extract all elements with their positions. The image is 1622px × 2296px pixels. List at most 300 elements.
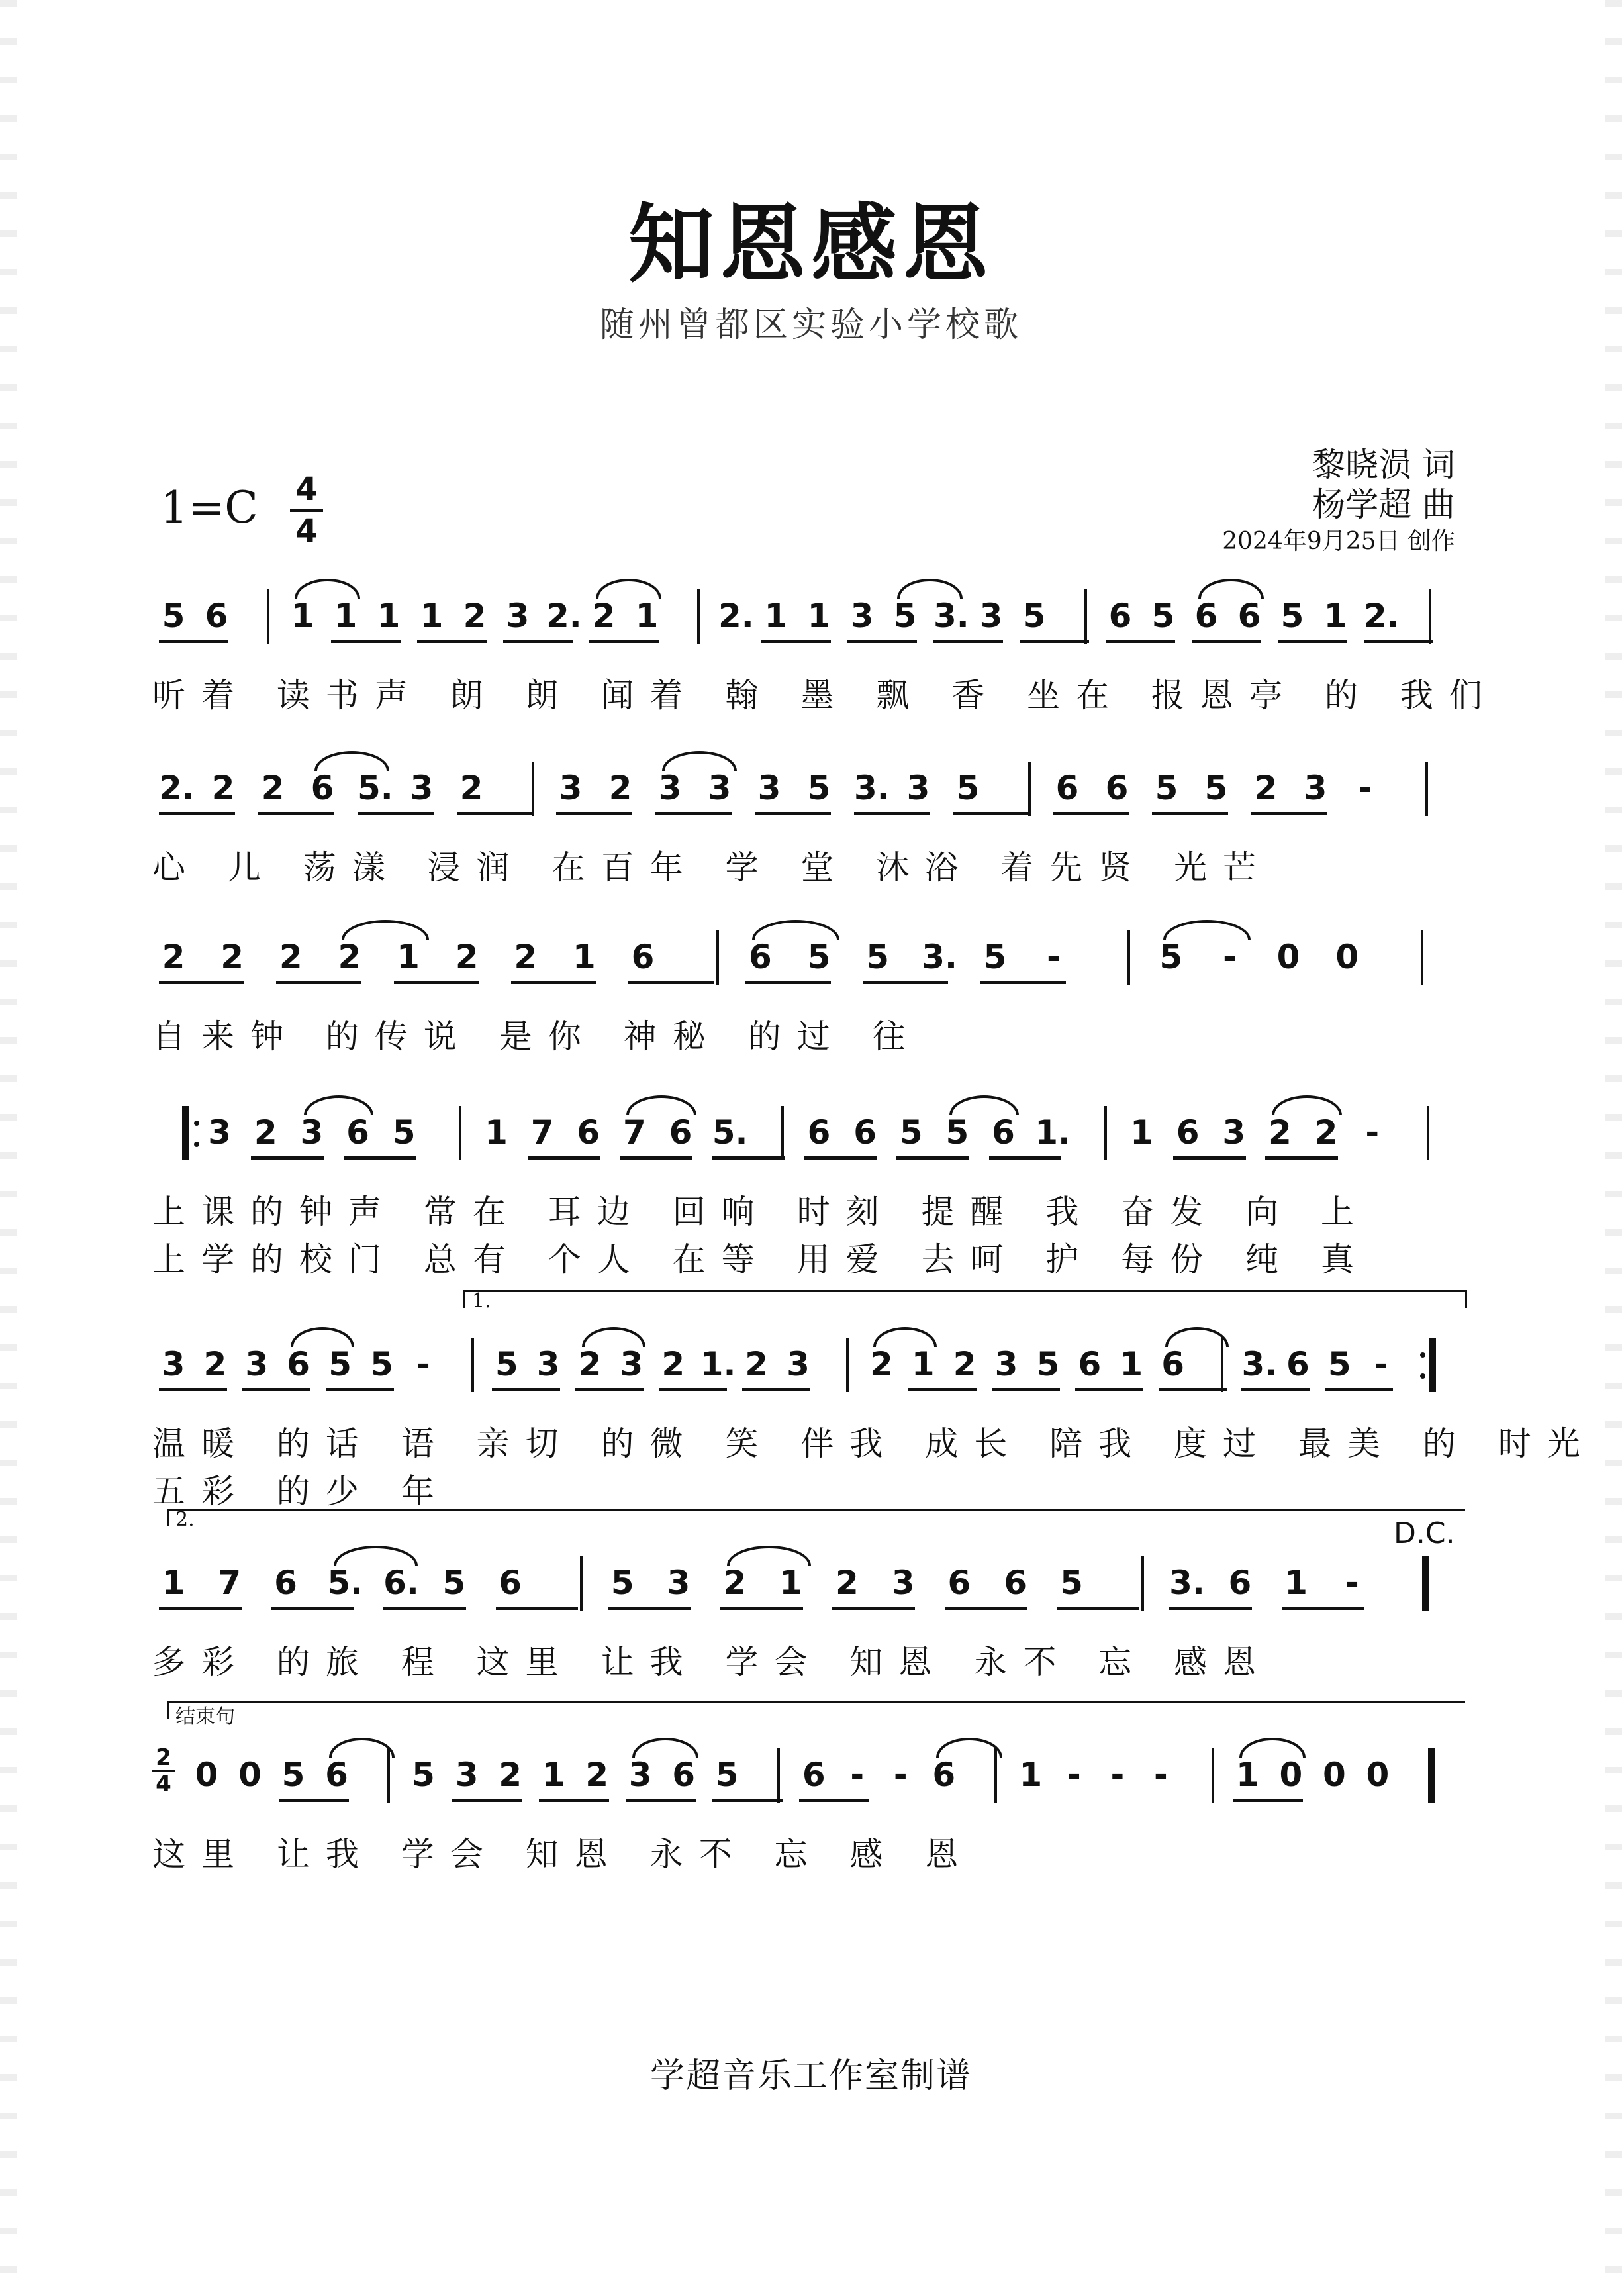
eighth-underline: [655, 812, 732, 815]
note: 1: [635, 597, 659, 635]
note: 2: [723, 1564, 747, 1602]
note: 1: [334, 597, 358, 635]
note: 1: [1130, 1113, 1153, 1152]
note: 5: [983, 938, 1007, 976]
eighth-underline: [1152, 812, 1228, 815]
note: 5: [328, 1345, 352, 1383]
note: 6: [947, 1564, 971, 1602]
note: 3.: [1169, 1564, 1205, 1602]
eighth-underline: [1169, 1607, 1252, 1610]
final-barline: [1429, 1338, 1436, 1392]
eighth-underline: [742, 1388, 810, 1391]
eighth-underline: [1192, 640, 1261, 643]
eighth-underline: [745, 981, 831, 984]
note: 5: [610, 1564, 634, 1602]
note: 2: [338, 938, 361, 976]
note: 5: [866, 938, 890, 976]
note: 5: [807, 938, 831, 976]
note: 1: [1236, 1756, 1259, 1794]
eighth-underline: [503, 640, 573, 643]
barline: [846, 1338, 849, 1392]
note: 6: [1004, 1564, 1027, 1602]
volta-bracket: [463, 1289, 1467, 1313]
eighth-underline: [452, 1799, 522, 1802]
eighth-underline: [712, 1156, 785, 1160]
note-row: [152, 1099, 1476, 1192]
note: 6: [577, 1113, 600, 1152]
eighth-underline: [276, 981, 361, 984]
hold-dash: -: [1345, 1564, 1359, 1602]
eighth-underline: [556, 812, 632, 815]
time-signature: [290, 472, 323, 549]
creation-date: 2024年9月25日 创作: [1222, 528, 1455, 555]
note: 3: [455, 1756, 479, 1794]
note: 2: [869, 1345, 893, 1383]
time-signature-bottom: 4: [295, 513, 318, 550]
eighth-underline: [712, 1799, 783, 1802]
eighth-underline: [326, 1388, 394, 1391]
barline: [1104, 1106, 1107, 1160]
note: 5: [1159, 938, 1183, 976]
eighth-underline: [989, 1156, 1062, 1160]
barline: [1421, 930, 1423, 985]
lyrics-line: 多彩 的旅 程 这里 让我 学会 知恩 永不 忘 感恩: [152, 1643, 1272, 1681]
note: 2: [1254, 769, 1278, 807]
note: 2: [745, 1345, 769, 1383]
note: 3: [628, 1756, 652, 1794]
eighth-underline: [394, 981, 479, 984]
note: 6: [1078, 1345, 1102, 1383]
note: 2: [254, 1113, 277, 1152]
note: 3: [667, 1564, 691, 1602]
note: 3.: [854, 769, 890, 807]
note: 5: [715, 1756, 739, 1794]
eighth-underline: [1020, 640, 1089, 643]
note: 6: [1055, 769, 1079, 807]
eighth-underline: [1282, 1607, 1364, 1610]
barline: [1221, 1338, 1223, 1392]
barline: [1028, 762, 1031, 816]
barline: [697, 589, 700, 644]
note: 1: [1019, 1756, 1043, 1794]
note: 5.: [358, 769, 393, 807]
note: 5: [1327, 1345, 1351, 1383]
note: 1: [420, 597, 444, 635]
note: 2: [463, 597, 487, 635]
eighth-underline: [626, 1799, 696, 1802]
final-barline: [182, 1106, 189, 1160]
key-signature: 1=C: [160, 482, 258, 533]
note: 2: [585, 1756, 609, 1794]
note: 2.: [159, 769, 195, 807]
eighth-underline: [258, 812, 334, 815]
note: 6: [325, 1756, 348, 1794]
volta-number: 2.: [175, 1508, 195, 1531]
eighth-underline: [804, 1156, 877, 1160]
lyrics-line: 这里 让我 学会 知恩 永不 忘 感 恩: [152, 1835, 975, 1873]
eighth-underline: [720, 1607, 803, 1610]
note: 5: [807, 769, 831, 807]
note: 7: [623, 1113, 646, 1152]
note-row: [152, 1742, 1476, 1834]
note: 3: [208, 1113, 232, 1152]
barline: [1084, 589, 1087, 644]
lyrics-line: 自来钟 的传说 是你 神秘 的过 往: [152, 1017, 922, 1056]
note: 2: [578, 1345, 602, 1383]
note: 6: [310, 769, 334, 807]
note: 6: [631, 938, 655, 976]
hold-dash: -: [1358, 769, 1372, 807]
note: 0: [195, 1756, 218, 1794]
barline: [781, 1106, 784, 1160]
eighth-underline: [383, 1607, 466, 1610]
note: 6: [807, 1113, 831, 1152]
hold-dash: -: [1153, 1756, 1168, 1794]
slur: [936, 1738, 1002, 1758]
note: 3: [536, 1345, 560, 1383]
note: 3: [410, 769, 434, 807]
note-row: [152, 755, 1476, 848]
eighth-underline: [589, 640, 659, 643]
eighth-underline: [620, 1156, 692, 1160]
barline: [1127, 930, 1130, 985]
note: 2: [592, 597, 616, 635]
note: 5: [392, 1113, 416, 1152]
eighth-underline: [659, 1388, 727, 1391]
note: 6: [1176, 1113, 1200, 1152]
note: 1: [542, 1756, 565, 1794]
eighth-underline: [1325, 1388, 1393, 1391]
note: 2: [1314, 1113, 1338, 1152]
note: 5: [956, 769, 980, 807]
note: 3: [300, 1113, 324, 1152]
note: 3.: [933, 597, 969, 635]
slur: [329, 1738, 395, 1758]
note: 6: [205, 597, 228, 635]
note: 6: [1105, 769, 1129, 807]
eighth-underline: [242, 1388, 310, 1391]
hold-dash: -: [1365, 1113, 1380, 1152]
note: 0: [1323, 1756, 1346, 1794]
footer-credit: 学超音乐工作室制谱: [649, 2056, 972, 2096]
note: 5: [412, 1756, 435, 1794]
repeat-dots: [1420, 1352, 1425, 1379]
note: 0: [238, 1756, 262, 1794]
note: 2: [953, 1345, 977, 1383]
note: 3: [559, 769, 583, 807]
note: 3.: [1241, 1345, 1278, 1383]
eighth-underline: [511, 981, 596, 984]
eighth-underline: [992, 1388, 1060, 1391]
note: 6: [274, 1564, 297, 1602]
lyricist-credit: 黎晓涢 词: [1312, 446, 1455, 484]
barline: [1141, 1556, 1144, 1611]
eighth-underline: [980, 981, 1066, 984]
eighth-underline: [953, 812, 1029, 815]
note: 1: [397, 938, 420, 976]
note: 1.: [700, 1345, 736, 1383]
time-signature-top: 4: [295, 471, 318, 508]
note: 1: [573, 938, 596, 976]
note: 0: [1366, 1756, 1390, 1794]
note: 6: [669, 1113, 692, 1152]
note: 6: [992, 1113, 1015, 1152]
barline: [1425, 762, 1428, 816]
eighth-underline: [945, 1607, 1027, 1610]
note: 7: [530, 1113, 554, 1152]
note: 6: [802, 1756, 826, 1794]
slur: [1165, 1327, 1229, 1347]
eighth-underline: [279, 1799, 349, 1802]
hold-dash: -: [850, 1756, 865, 1794]
note: 1: [1120, 1345, 1143, 1383]
note: 2: [261, 769, 285, 807]
eighth-underline: [755, 812, 831, 815]
note: 2.: [718, 597, 754, 635]
barline: [1212, 1748, 1214, 1803]
note: 2: [220, 938, 244, 976]
note: 6: [1161, 1345, 1185, 1383]
note: 5: [945, 1113, 969, 1152]
note: 6: [1194, 597, 1218, 635]
note: 7: [218, 1564, 242, 1602]
note: 2: [162, 938, 185, 976]
eighth-underline: [1057, 1607, 1140, 1610]
eighth-underline: [159, 1607, 242, 1610]
final-barline: [1428, 1748, 1435, 1803]
barline: [459, 1106, 461, 1160]
note: 1: [911, 1345, 935, 1383]
eighth-underline: [608, 1607, 691, 1610]
barline: [1427, 1106, 1429, 1160]
note: 6: [932, 1756, 956, 1794]
eighth-underline: [159, 981, 244, 984]
eighth-underline: [1251, 812, 1327, 815]
barline: [580, 1556, 583, 1611]
composer-credit: 杨学超 曲: [1312, 485, 1455, 524]
note: 3: [891, 1564, 915, 1602]
note: 6: [1108, 597, 1132, 635]
eighth-underline: [832, 1607, 915, 1610]
eighth-underline: [358, 812, 434, 815]
eighth-underline: [331, 640, 401, 643]
note: 3: [506, 597, 530, 635]
note: 5: [899, 1113, 923, 1152]
repeat-dots: [194, 1121, 199, 1147]
note: 3: [787, 1345, 810, 1383]
eighth-underline: [908, 1388, 977, 1391]
note: 2: [455, 938, 479, 976]
note: 6: [499, 1564, 522, 1602]
eighth-underline: [1265, 1156, 1338, 1160]
note: 5: [495, 1345, 518, 1383]
lyrics-line-verse-2: 上学的校门 总有 个人 在等 用爱 去呵 护 每份 纯 真: [152, 1240, 1370, 1279]
eighth-underline: [1173, 1156, 1246, 1160]
barline: [471, 1338, 474, 1392]
final-barline: [1422, 1556, 1429, 1611]
note: 3: [906, 769, 930, 807]
note-row: [152, 1550, 1476, 1642]
barline: [532, 762, 534, 816]
note: 5: [370, 1345, 393, 1383]
note: 1: [485, 1113, 508, 1152]
hold-dash: -: [1374, 1345, 1388, 1383]
note: 2: [1268, 1113, 1292, 1152]
note: 5: [442, 1564, 466, 1602]
note: 6: [853, 1113, 877, 1152]
hold-dash: -: [1067, 1756, 1081, 1794]
note: 2: [279, 938, 303, 976]
note: 2.: [546, 597, 582, 635]
note: 1: [1284, 1564, 1308, 1602]
note: 6: [1228, 1564, 1252, 1602]
note: 5: [1022, 597, 1046, 635]
lyrics-line-verse-2: 五彩 的少 年: [152, 1472, 450, 1511]
note: 2: [459, 769, 483, 807]
note: 2.: [1364, 597, 1400, 635]
note: 1: [807, 597, 831, 635]
note: 5: [1036, 1345, 1060, 1383]
note: 3: [1304, 769, 1327, 807]
note: 3: [708, 769, 732, 807]
eighth-underline: [1233, 1799, 1303, 1802]
note: 5: [1155, 769, 1178, 807]
note: 2: [661, 1345, 685, 1383]
note-row: [152, 1331, 1476, 1424]
note: 3: [620, 1345, 644, 1383]
lyrics-line: 温暖 的话 语 亲切 的微 笑 伴我 成长 陪我 度过 最美 的 时光: [152, 1424, 1596, 1463]
eighth-underline: [159, 640, 228, 643]
note: 1: [162, 1564, 185, 1602]
eighth-underline: [1278, 640, 1347, 643]
lyrics-line: 心 儿 荡漾 浸润 在百年 学 堂 沐浴 着先贤 光芒: [152, 848, 1272, 887]
note: 3: [162, 1345, 185, 1383]
note: 0: [1335, 938, 1359, 976]
note: 5: [1280, 597, 1304, 635]
eighth-underline: [896, 1156, 969, 1160]
note: 1.: [1035, 1113, 1071, 1152]
note: 5: [1151, 597, 1175, 635]
eighth-underline: [492, 1388, 560, 1391]
barline: [777, 1748, 780, 1803]
note: 6: [1286, 1345, 1310, 1383]
note: 5: [1060, 1564, 1083, 1602]
eighth-underline: [1053, 812, 1129, 815]
song-title: 知恩感恩: [628, 194, 994, 295]
note: 2: [203, 1345, 227, 1383]
note: 2: [835, 1564, 859, 1602]
note: 6: [346, 1113, 369, 1152]
eighth-underline: [1159, 1388, 1227, 1391]
note: 1: [291, 597, 314, 635]
eighth-underline: [417, 640, 487, 643]
eighth-underline: [528, 1156, 600, 1160]
note: 2: [608, 769, 632, 807]
eighth-underline: [1241, 1388, 1310, 1391]
eighth-underline: [457, 812, 533, 815]
eighth-underline: [799, 1799, 869, 1802]
note: 3: [1222, 1113, 1246, 1152]
barline: [267, 589, 269, 644]
note: 5.: [712, 1113, 748, 1152]
barline: [994, 1748, 997, 1803]
eighth-underline: [496, 1607, 579, 1610]
coda-label: 结束句: [175, 1705, 235, 1728]
barline: [716, 930, 719, 985]
note: 3: [757, 769, 781, 807]
note: 3: [994, 1345, 1018, 1383]
time-signature-line: [290, 509, 323, 512]
credits: [1222, 445, 1455, 559]
note: 1: [1323, 597, 1347, 635]
eighth-underline: [539, 1799, 609, 1802]
note: 2: [211, 769, 235, 807]
eighth-underline: [933, 640, 1003, 643]
eighth-underline: [159, 1388, 227, 1391]
eighth-underline: [1106, 640, 1175, 643]
eighth-underline: [271, 1607, 354, 1610]
lyrics-line: 听着 读书声 朗 朗 闻着 翰 墨 飘 香 坐在 报恩亭 的 我们: [152, 676, 1498, 715]
eighth-underline: [761, 640, 831, 643]
note: 6: [1237, 597, 1261, 635]
note: 1: [779, 1564, 802, 1602]
note: 5: [893, 597, 917, 635]
note: 1: [764, 597, 788, 635]
da-capo-mark: D.C.: [1394, 1517, 1455, 1550]
note: 6.: [383, 1564, 419, 1602]
eighth-underline: [847, 640, 917, 643]
note: 0: [1279, 1756, 1303, 1794]
hold-dash: -: [1223, 938, 1237, 976]
note-row: [152, 583, 1476, 675]
eighth-underline: [1075, 1388, 1143, 1391]
eighth-underline: [854, 812, 930, 815]
volta-number: 1.: [472, 1289, 491, 1313]
note: 6: [672, 1756, 696, 1794]
eighth-underline: [575, 1388, 644, 1391]
note: 5.: [327, 1564, 363, 1602]
note-row: [152, 924, 1476, 1017]
eighth-underline: [251, 1156, 324, 1160]
song-subtitle: 随州曾都区实验小学校歌: [599, 305, 1022, 345]
volta-bracket: [167, 1508, 1465, 1531]
eighth-underline: [344, 1156, 416, 1160]
eighth-underline: [628, 981, 714, 984]
note: 6: [748, 938, 772, 976]
lyrics-line: 上课的钟声 常在 耳边 回响 时刻 提醒 我 奋发 向 上: [152, 1193, 1370, 1231]
note: 3: [658, 769, 682, 807]
note: 3.: [922, 938, 958, 976]
note: 3: [850, 597, 874, 635]
note: 3: [979, 597, 1003, 635]
note: 3: [245, 1345, 269, 1383]
note: 0: [1276, 938, 1300, 976]
note: 5: [281, 1756, 305, 1794]
barline: [1429, 589, 1431, 644]
coda-bracket: [167, 1701, 1465, 1728]
note: 1: [377, 597, 401, 635]
note: 2: [499, 1756, 522, 1794]
hold-dash: -: [1047, 938, 1061, 976]
time-signature-change: 2 4: [152, 1746, 175, 1796]
note: 5: [1204, 769, 1228, 807]
barline: [387, 1748, 390, 1803]
hold-dash: -: [416, 1345, 430, 1383]
eighth-underline: [159, 812, 235, 815]
hold-dash: -: [893, 1756, 908, 1794]
note: 2: [514, 938, 538, 976]
note: 6: [287, 1345, 310, 1383]
